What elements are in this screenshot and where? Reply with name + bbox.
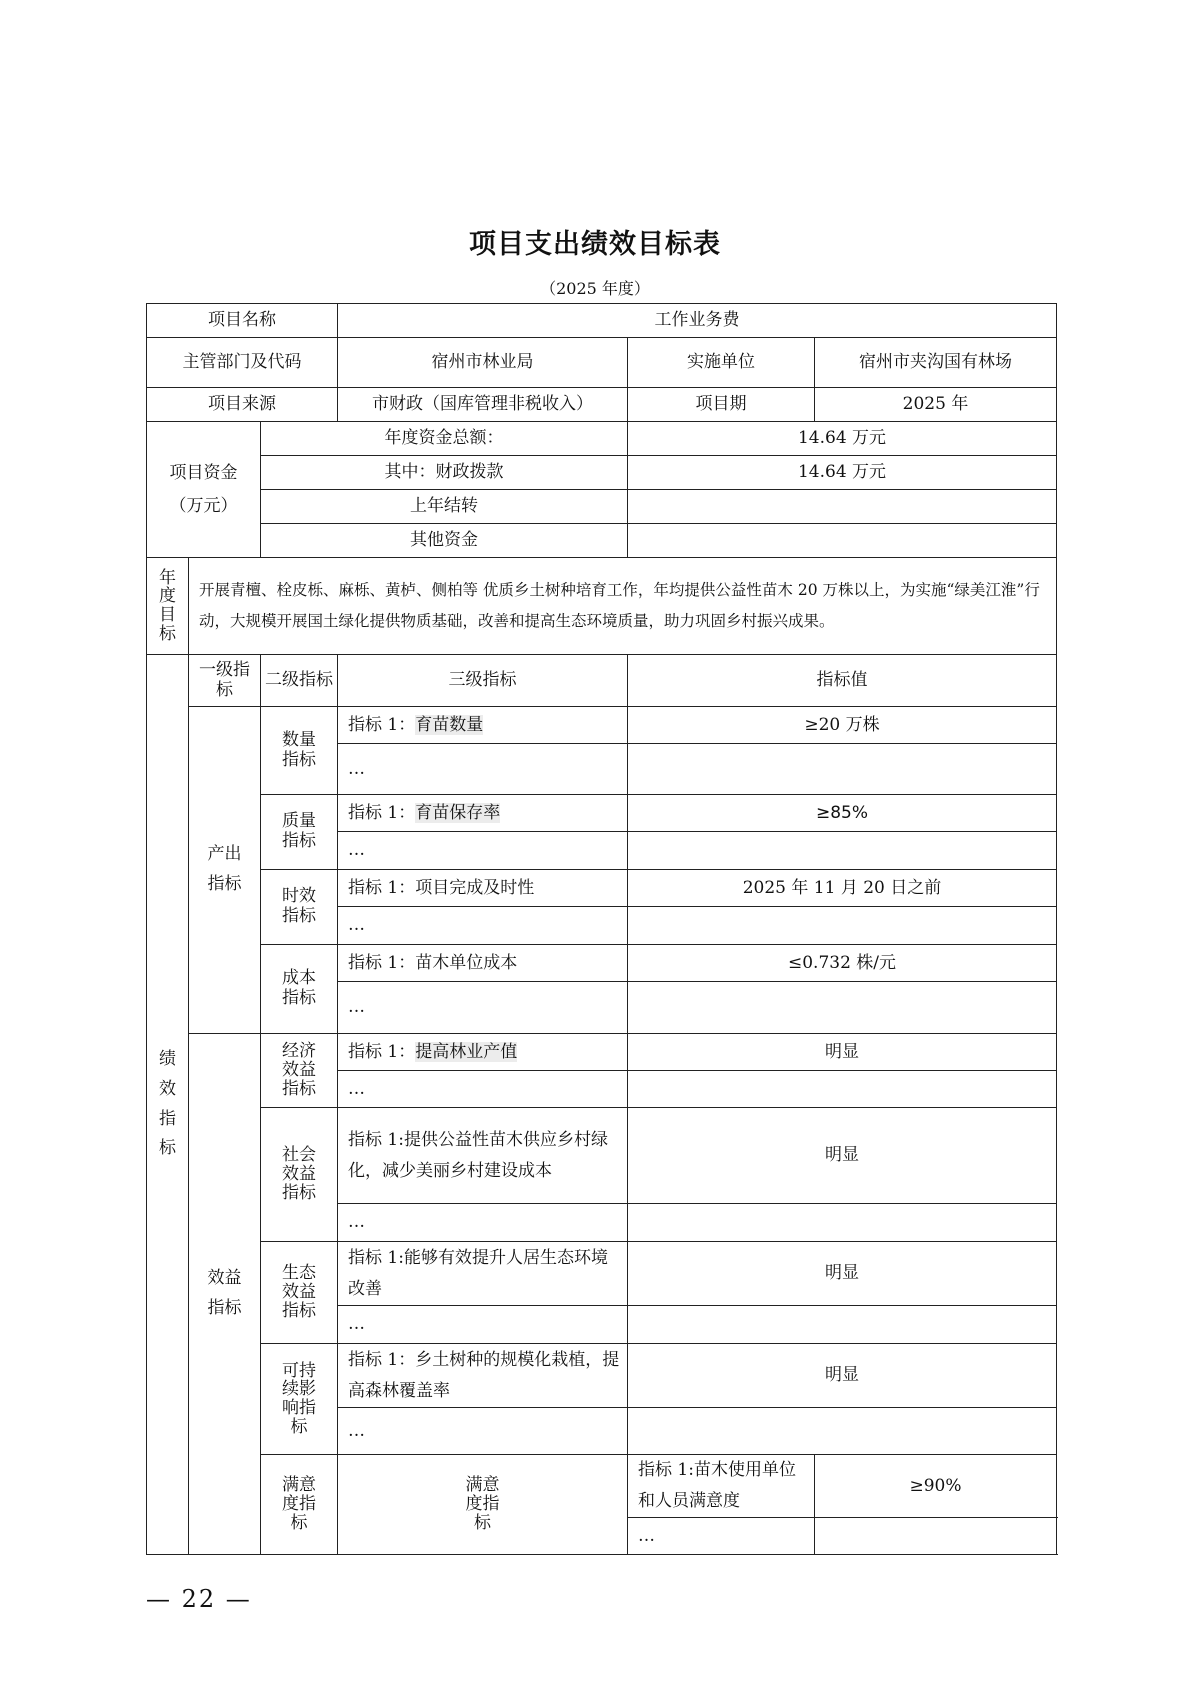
ecological-benefit-label-text: 生态效益指标 [281,1263,316,1321]
satisfaction-level1-label [261,1455,338,1555]
ecological-indicator-ellipsis-value [628,1306,1057,1344]
quantity-indicators-label-text: 数量指标 [281,729,316,770]
timeliness-indicator-1-value: 2025 年 11 月 20 日之前 [628,870,1057,907]
indicator-name: 育苗数量 [415,714,484,735]
satisfaction-indicator-ellipsis: … [628,1518,815,1555]
department-label: 主管部门及代码 [147,338,338,388]
economic-indicator-ellipsis-value [628,1071,1057,1108]
quantity-indicators-label [261,707,338,795]
economic-indicator-ellipsis: … [338,1071,628,1108]
ecological-indicator-1-value: 明显 [628,1242,1057,1306]
implementing-unit-label: 实施单位 [628,338,815,388]
social-indicator-1: 指标 1:提供公益性苗木供应乡村绿化，减少美丽乡村建设成本 [338,1108,628,1204]
indicator-value-header: 指标值 [628,655,1057,707]
timeliness-indicators-label-text: 时效指标 [281,886,316,926]
department-value: 宿州市林业局 [338,338,628,388]
quality-indicators-label-text: 质量指标 [281,811,316,851]
ecological-indicator-ellipsis: … [338,1306,628,1344]
output-indicators-label [189,707,261,1034]
output-indicators-label-text: 产出指标 [207,844,242,894]
timeliness-indicators-label [261,870,338,945]
carryover-value [628,490,1057,524]
quality-indicators-label [261,795,338,870]
sustainable-indicator-ellipsis: … [338,1408,628,1455]
quality-indicator-1 [338,795,628,832]
project-name-label: 项目名称 [147,304,338,338]
social-indicator-ellipsis-value [628,1204,1057,1242]
quality-indicator-1-value: ≥85% [628,795,1057,832]
ecological-benefit-label [261,1242,338,1344]
project-period-value: 2025 年 [815,388,1057,422]
cost-indicator-ellipsis: … [338,982,628,1034]
sustainable-impact-label [261,1344,338,1455]
economic-indicator-1-value: 明显 [628,1034,1057,1071]
other-funds-label: 其他资金 [261,524,628,558]
performance-indicators-label [147,655,189,1555]
satisfaction-indicator-ellipsis-value [815,1518,1057,1555]
fiscal-allocation-value: 14.64 万元 [628,456,1057,490]
indicator-prefix: 指标 1： [348,714,416,735]
cost-indicators-label-text: 成本指标 [281,968,316,1008]
satisfaction-indicator-1-value: ≥90% [815,1455,1057,1518]
social-indicator-ellipsis: … [338,1204,628,1242]
satisfaction-level1-label-text: 满意度指标 [281,1475,316,1533]
timeliness-indicator-1: 指标 1：项目完成及时性 [338,870,628,907]
benefit-indicators-label [189,1034,261,1555]
annual-goal-text: 开展青檀、栓皮栎、麻栎、黄栌、侧柏等 优质乡土树种培育工作，年均提供公益性苗木 20 万株以上，为实施“绿美江淮”行动，大规模开展国土绿化提供物质基础，改善和提高生态环境质量，助力巩固乡村振兴成果。 [189,558,1057,655]
sustainable-impact-label-text: 可持续影响指标 [281,1360,316,1437]
economic-benefit-label-text: 经济效益指标 [281,1041,316,1099]
page-number: — 22 — [146,1585,252,1613]
quantity-indicator-ellipsis-value [628,744,1057,795]
project-funds-label-line2: （万元） [169,495,238,516]
cost-indicator-ellipsis-value [628,982,1057,1034]
cost-indicators-label [261,945,338,1034]
ecological-indicator-1: 指标 1:能够有效提升人居生态环境改善 [338,1242,628,1306]
cost-indicator-1-value: ≤0.732 株/元 [628,945,1057,982]
quality-indicator-ellipsis: … [338,832,628,870]
economic-indicator-1 [338,1034,628,1071]
satisfaction-level2-label-text: 满意度指标 [465,1475,500,1533]
social-benefit-label-text: 社会效益指标 [281,1145,316,1203]
timeliness-indicator-ellipsis: … [338,907,628,945]
indicator-prefix: 指标 1： [348,802,416,823]
indicator-name: 提高林业产值 [415,1041,518,1062]
quantity-indicator-ellipsis: … [338,744,628,795]
implementing-unit-value: 宿州市夹沟国有林场 [815,338,1057,388]
social-indicator-1-value: 明显 [628,1108,1057,1204]
annual-funds-total-value: 14.64 万元 [628,422,1057,456]
project-funds-label [147,422,261,558]
page-subtitle: （2025 年度） [540,279,650,298]
sustainable-indicator-1-value: 明显 [628,1344,1057,1408]
carryover-label: 上年结转 [261,490,628,524]
economic-benefit-label [261,1034,338,1108]
project-name-value: 工作业务费 [338,304,1057,338]
project-source-value: 市财政（国库管理非税收入） [338,388,628,422]
timeliness-indicator-ellipsis-value [628,907,1057,945]
level1-header: 一级指标 [189,655,261,707]
satisfaction-indicator-1: 指标 1:苗木使用单位和人员满意度 [628,1455,815,1518]
other-funds-value [628,524,1057,558]
performance-indicators-label-text: 绩效指标 [159,1049,176,1159]
quantity-indicator-1-value: ≥20 万株 [628,707,1057,744]
level2-header: 二级指标 [261,655,338,707]
cost-indicator-1: 指标 1：苗木单位成本 [338,945,628,982]
sustainable-indicator-ellipsis-value [628,1408,1057,1455]
benefit-indicators-label-text: 效益指标 [207,1268,242,1318]
project-funds-label-line1: 项目资金 [169,463,238,484]
annual-goal-label [147,558,189,655]
satisfaction-level2-label [338,1455,628,1555]
indicator-name: 育苗保存率 [415,802,501,823]
fiscal-allocation-label: 其中：财政拨款 [261,456,628,490]
annual-funds-total-label: 年度资金总额： [261,422,628,456]
social-benefit-label [261,1108,338,1242]
annual-goal-label-text: 年度目标 [159,567,176,644]
project-period-label: 项目期 [628,388,815,422]
quantity-indicator-1 [338,707,628,744]
performance-target-table [146,303,1057,1555]
indicator-prefix: 指标 1： [348,1041,416,1062]
level3-header: 三级指标 [338,655,628,707]
project-source-label: 项目来源 [147,388,338,422]
sustainable-indicator-1: 指标 1：乡土树种的规模化栽植，提高森林覆盖率 [338,1344,628,1408]
page-title: 项目支出绩效目标表 [469,229,721,260]
quality-indicator-ellipsis-value [628,832,1057,870]
